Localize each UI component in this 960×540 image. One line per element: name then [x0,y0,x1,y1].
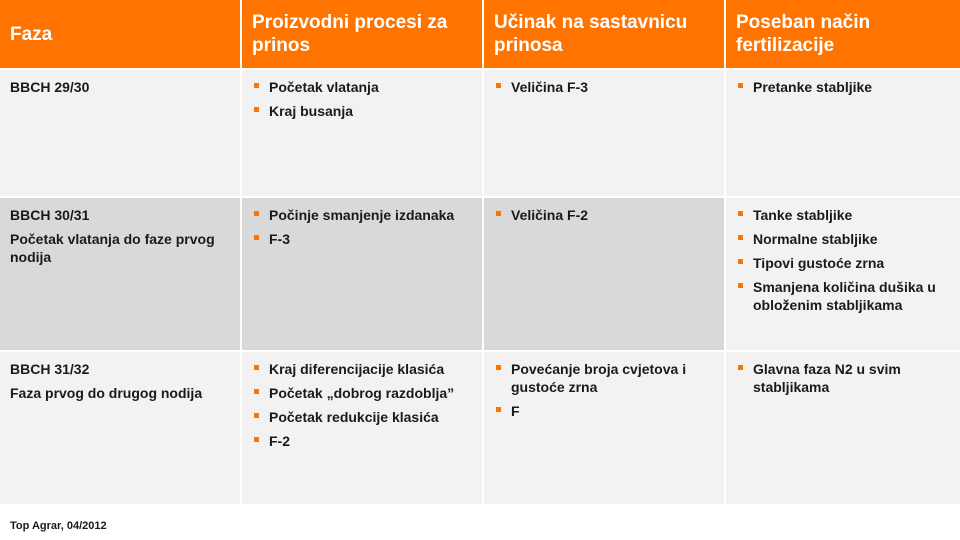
header-effect: Učinak na sastavnicu prinosa [484,0,724,68]
source-footer: Top Agrar, 04/2012 [10,520,107,532]
list-item: Veličina F-2 [494,206,714,224]
list-item: Smanjena količina dušika u obloženim stabljikama [736,278,956,314]
bullet-icon [496,83,501,88]
row2-fertilization [726,198,960,350]
header-fertilization: Poseban način fertilizacije [726,0,960,68]
bullet-icon [254,437,259,442]
list-item: Povećanje broja cvjetova i gustoće zrna [494,360,714,396]
bullet-icon [254,235,259,240]
list-item: Kraj diferencijacije klasića [252,360,472,378]
list-item: Pretanke stabljike [736,78,956,96]
row3-phase [0,352,240,504]
bullet-icon [738,211,743,216]
row2-processes [242,198,482,350]
bullet-icon [738,365,743,370]
phase-description: Faza prvog do drugog nodija [10,385,203,401]
bullet-icon [254,107,259,112]
bullet-icon [738,235,743,240]
phase-label: BBCH 29/30 [10,79,90,95]
list-item: Početak redukcije klasića [252,408,472,426]
phase-description: Početak vlatanja do faze prvog nodija [10,231,215,265]
row1-processes [242,70,482,196]
list-item: Početak vlatanja [252,78,472,96]
list-item: F-3 [252,230,472,248]
row1-phase [0,70,240,196]
list-item: Tipovi gustoće zrna [736,254,956,272]
bullet-icon [254,83,259,88]
list-item: Tanke stabljike [736,206,956,224]
list-item: Glavna faza N2 u svim stabljikama [736,360,956,396]
bullet-icon [254,211,259,216]
row2-effect [484,198,724,350]
bullet-icon [496,365,501,370]
bullet-icon [496,211,501,216]
bullet-icon [254,365,259,370]
row1-fertilization [726,70,960,196]
row3-effect [484,352,724,504]
bullet-icon [496,407,501,412]
list-item: Veličina F-3 [494,78,714,96]
bullet-icon [254,389,259,394]
phase-label: BBCH 31/32 [10,361,90,377]
row3-processes [242,352,482,504]
bullet-icon [738,283,743,288]
list-item: F [494,402,714,420]
bullet-icon [738,83,743,88]
header-phase: Faza [0,0,240,68]
header-processes: Proizvodni procesi za prinos [242,0,482,68]
bullet-icon [254,413,259,418]
row2-phase [0,198,240,350]
list-item: Normalne stabljike [736,230,956,248]
list-item: Počinje smanjenje izdanaka [252,206,472,224]
phase-label: BBCH 30/31 [10,207,90,223]
list-item: F-2 [252,432,472,450]
bullet-icon [738,259,743,264]
list-item: Kraj busanja [252,102,472,120]
row1-effect [484,70,724,196]
row3-fertilization [726,352,960,504]
list-item: Početak „dobrog razdoblja” [252,384,472,402]
